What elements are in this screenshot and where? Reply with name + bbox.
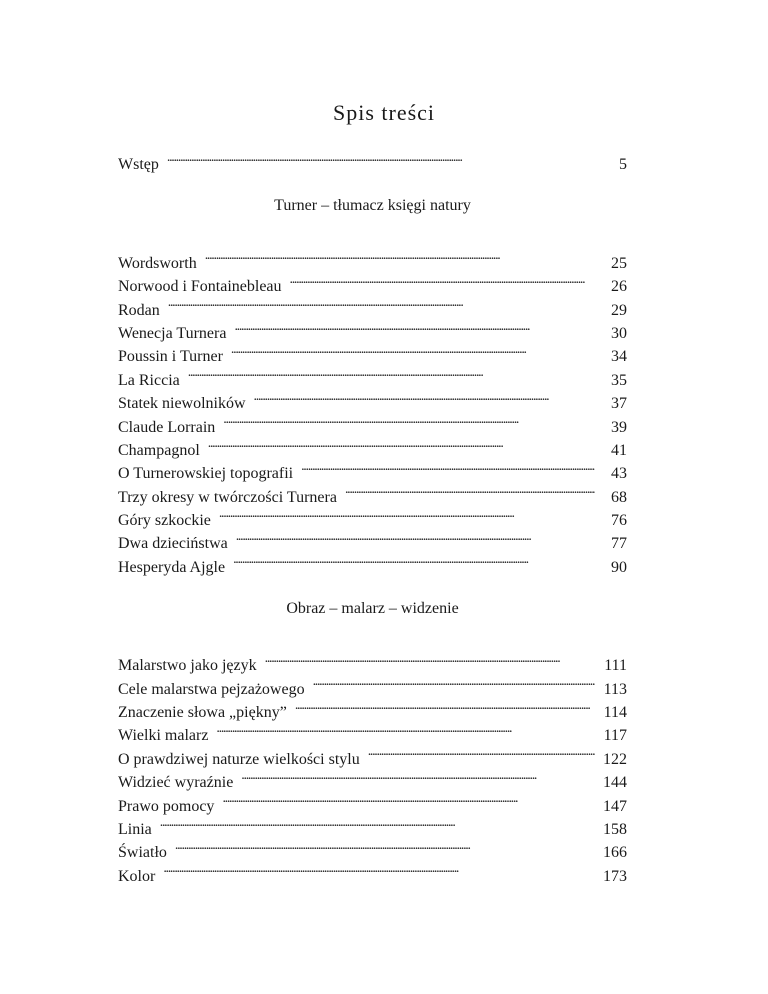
toc-entry-label: Norwood i Fontainebleau xyxy=(118,278,282,296)
toc-entry-page: 34 xyxy=(611,348,627,366)
toc-entry-page: 30 xyxy=(611,324,627,342)
toc-entry-label: O Turnerowskiej topografii xyxy=(118,465,294,483)
dot-leader xyxy=(241,764,595,787)
dot-leader xyxy=(345,478,595,501)
section-heading-obraz: Obraz – malarz – widzenie xyxy=(286,599,459,617)
toc-entry-intro[interactable] xyxy=(118,146,627,174)
toc-entry-label: Wstęp xyxy=(118,156,159,174)
toc-entry-label: Światło xyxy=(118,844,167,862)
toc-entry-page: 77 xyxy=(611,535,627,553)
toc-entry-page: 68 xyxy=(611,488,627,506)
dot-leader xyxy=(222,787,595,810)
toc-entry-label: Malarstwo jako język xyxy=(118,657,257,675)
toc-entry-page: 5 xyxy=(619,156,627,174)
toc-entry-page: 114 xyxy=(603,704,627,722)
dot-leader xyxy=(223,408,595,431)
toc-entry-label: Góry szkockie xyxy=(118,512,211,530)
toc-entry-page: 37 xyxy=(611,395,627,413)
toc-entry-label: Trzy okresy w twórczości Turnera xyxy=(118,488,337,506)
toc-entry-page: 25 xyxy=(611,254,627,272)
toc-entry-label: Poussin i Turner xyxy=(118,348,223,366)
table-of-contents xyxy=(118,146,627,885)
toc-entry[interactable] xyxy=(118,385,627,413)
toc-entry-page: 26 xyxy=(611,278,627,296)
dot-leader xyxy=(265,647,595,670)
section-heading-turner: Turner – tłumacz księgi natury xyxy=(274,197,471,215)
dot-leader xyxy=(368,740,595,763)
toc-entry[interactable] xyxy=(118,834,627,862)
toc-entry-label: O prawdziwej naturze wielkości stylu xyxy=(118,750,360,768)
dot-leader xyxy=(254,385,595,408)
toc-entry-page: 144 xyxy=(603,774,627,792)
toc-entry-page: 35 xyxy=(611,371,627,389)
toc-entry-label: Hesperyda Ajgle xyxy=(118,558,226,576)
dot-leader xyxy=(236,525,595,548)
toc-entry-page: 117 xyxy=(603,727,627,745)
dot-leader xyxy=(205,244,595,267)
toc-entry-page: 39 xyxy=(611,418,627,436)
dot-leader xyxy=(208,432,595,455)
toc-entry-label: Dwa dzieciństwa xyxy=(118,535,228,553)
dot-leader xyxy=(301,455,595,478)
toc-entry-page: 113 xyxy=(603,680,627,698)
dot-leader xyxy=(233,548,595,571)
dot-leader xyxy=(160,811,595,834)
toc-entry-page: 173 xyxy=(603,867,627,885)
toc-entry-label: Prawo pomocy xyxy=(118,797,215,815)
toc-entry-page: 158 xyxy=(603,820,627,838)
toc-entry-label: La Riccia xyxy=(118,371,180,389)
toc-entry-page: 122 xyxy=(603,750,627,768)
toc-entry-label: Widzieć wyraźnie xyxy=(118,774,234,792)
toc-entry-label: Rodan xyxy=(118,301,160,319)
toc-entry-page: 147 xyxy=(603,797,627,815)
toc-entry[interactable] xyxy=(118,647,627,675)
dot-leader xyxy=(175,834,595,857)
toc-entry-label: Cele malarstwa pejzażowego xyxy=(118,680,305,698)
toc-entry[interactable] xyxy=(118,361,627,389)
toc-entry[interactable] xyxy=(118,291,627,319)
dot-leader xyxy=(167,146,595,169)
toc-entry-label: Kolor xyxy=(118,867,156,885)
toc-entry-page: 166 xyxy=(603,844,627,862)
toc-entry[interactable] xyxy=(118,811,627,838)
toc-entry-label: Wielki malarz xyxy=(118,727,209,745)
dot-leader xyxy=(313,670,595,693)
toc-entry[interactable] xyxy=(118,857,627,885)
toc-entry-label: Znaczenie słowa „piękny” xyxy=(118,704,287,722)
dot-leader xyxy=(290,268,595,291)
toc-entry-label: Statek niewolników xyxy=(118,395,246,413)
toc-entry[interactable] xyxy=(118,244,627,272)
page-title: Spis treści xyxy=(332,100,436,125)
toc-entry-page: 90 xyxy=(611,558,627,576)
dot-leader xyxy=(168,291,595,314)
toc-entry[interactable] xyxy=(118,315,627,342)
dot-leader xyxy=(231,338,595,361)
toc-entry-page: 43 xyxy=(611,465,627,483)
toc-entry-page: 41 xyxy=(611,441,627,459)
toc-entry-page: 111 xyxy=(604,657,627,675)
dot-leader xyxy=(188,361,595,384)
toc-entry-label: Wordsworth xyxy=(118,254,197,272)
dot-leader xyxy=(219,502,595,525)
dot-leader xyxy=(163,857,595,880)
dot-leader xyxy=(295,694,595,717)
toc-entry-label: Champagnol xyxy=(118,441,200,459)
toc-entry-page: 29 xyxy=(611,301,627,319)
toc-entry-label: Claude Lorrain xyxy=(118,418,216,436)
dot-leader xyxy=(216,717,595,740)
toc-entry-page: 76 xyxy=(611,512,627,530)
toc-entry-label: Linia xyxy=(118,820,152,838)
dot-leader xyxy=(234,315,595,338)
toc-entry-label: Wenecja Turnera xyxy=(118,324,227,342)
